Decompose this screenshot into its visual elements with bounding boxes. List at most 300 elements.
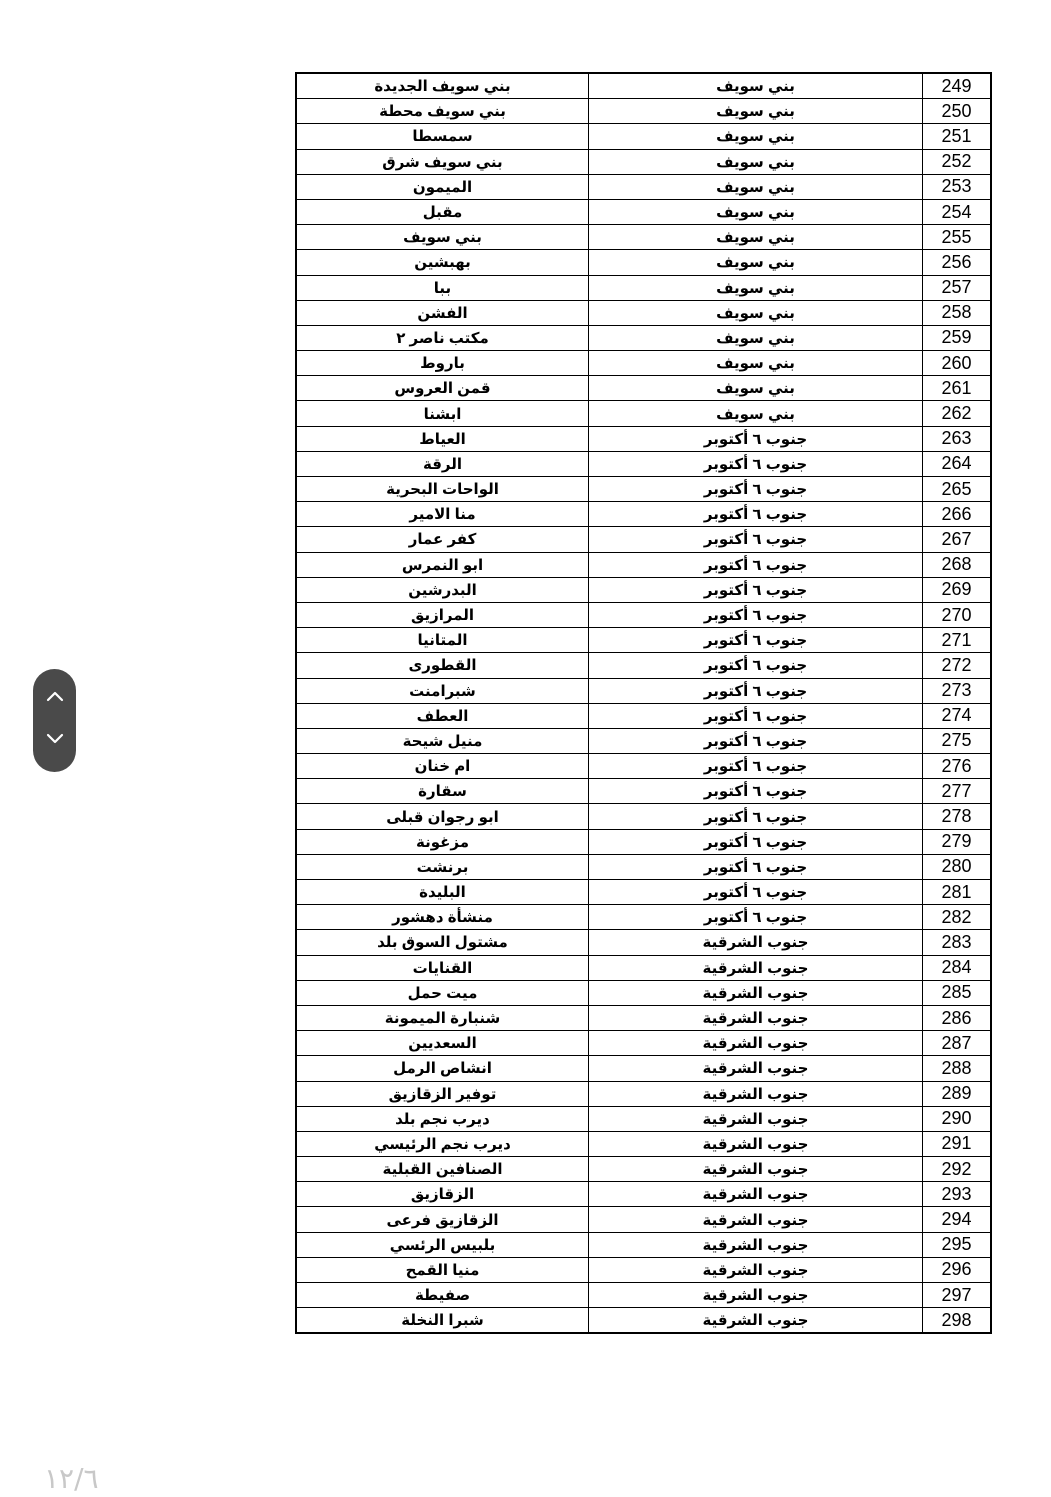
row-number-cell — [923, 199, 992, 224]
office-name-cell — [296, 1081, 589, 1106]
region-name: جنوب ٦ أكتوبر — [703, 808, 808, 826]
office-name-cell — [296, 1283, 589, 1308]
region-cell — [589, 73, 923, 99]
row-number: 284 — [941, 957, 972, 978]
office-name: شبرامنت — [409, 682, 476, 700]
row-number: 253 — [941, 176, 972, 197]
table-row — [296, 477, 991, 502]
region-name: جنوب الشرقية — [702, 1085, 809, 1103]
office-name: الصنافين القبلية — [382, 1161, 503, 1179]
office-name-cell — [296, 1131, 589, 1156]
region-name: جنوب ٦ أكتوبر — [703, 833, 808, 851]
offices-table-body — [296, 73, 991, 1333]
row-number: 264 — [941, 453, 972, 474]
row-number-cell — [923, 905, 992, 930]
table-row — [296, 1031, 991, 1056]
row-number: 279 — [941, 831, 972, 852]
region-name: جنوب الشرقية — [702, 1161, 809, 1179]
row-number-cell — [923, 829, 992, 854]
office-name: الواحات البحرية — [386, 481, 499, 499]
table-row — [296, 1157, 991, 1182]
row-number-cell — [923, 325, 992, 350]
table-row — [296, 1283, 991, 1308]
table-row — [296, 73, 991, 99]
row-number: 252 — [941, 151, 972, 172]
office-name: توفير الزقازيق — [388, 1085, 497, 1103]
row-number: 287 — [941, 1032, 972, 1053]
office-name-cell — [296, 1308, 589, 1334]
table-row — [296, 628, 991, 653]
region-cell — [589, 376, 923, 401]
office-name-cell — [296, 905, 589, 930]
row-number-cell — [923, 1232, 992, 1257]
row-number-cell — [923, 1283, 992, 1308]
office-name-cell — [296, 124, 589, 149]
row-number: 267 — [941, 528, 972, 549]
region-name: جنوب ٦ أكتوبر — [703, 732, 808, 750]
office-name: ابو رجوان قبلى — [386, 808, 499, 826]
table-row — [296, 829, 991, 854]
office-name-cell — [296, 401, 589, 426]
region-name: جنوب ٦ أكتوبر — [703, 758, 808, 776]
row-number-cell — [923, 275, 992, 300]
region-cell — [589, 477, 923, 502]
table-row — [296, 703, 991, 728]
office-name: الزقازيق فرعى — [386, 1211, 499, 1229]
office-name: ام خنان — [414, 758, 471, 776]
office-name-cell — [296, 728, 589, 753]
office-name-cell — [296, 1056, 589, 1081]
row-number-cell — [923, 602, 992, 627]
row-number: 292 — [941, 1158, 972, 1179]
table-row — [296, 225, 991, 250]
region-cell — [589, 703, 923, 728]
row-number: 277 — [941, 780, 972, 801]
office-name-cell — [296, 1031, 589, 1056]
office-name-cell — [296, 275, 589, 300]
row-number: 257 — [941, 277, 972, 298]
row-number: 289 — [941, 1083, 972, 1104]
row-number: 259 — [941, 327, 972, 348]
office-name: ديرب نجم الرئيسي — [374, 1135, 511, 1153]
office-name: ابو النمرس — [401, 556, 484, 574]
region-cell — [589, 124, 923, 149]
region-cell — [589, 754, 923, 779]
office-name: بني سويف الجديدة — [374, 78, 511, 96]
office-name-cell — [296, 854, 589, 879]
office-name: مشتول السوق بلد — [377, 934, 508, 952]
row-number-cell — [923, 930, 992, 955]
office-name-cell — [296, 602, 589, 627]
region-name: جنوب ٦ أكتوبر — [703, 858, 808, 876]
office-name-cell — [296, 73, 589, 99]
office-name-cell — [296, 1106, 589, 1131]
row-number-cell — [923, 451, 992, 476]
row-number: 270 — [941, 604, 972, 625]
row-number: 294 — [941, 1209, 972, 1230]
row-number-cell — [923, 1031, 992, 1056]
row-number-cell — [923, 99, 992, 124]
table-row — [296, 577, 991, 602]
table-row — [296, 1308, 991, 1334]
office-name: بهبشين — [414, 254, 471, 272]
region-cell — [589, 451, 923, 476]
row-number-cell — [923, 1056, 992, 1081]
region-cell — [589, 628, 923, 653]
region-name: جنوب الشرقية — [702, 1312, 809, 1330]
row-number: 260 — [941, 352, 972, 373]
region-name: جنوب الشرقية — [702, 1060, 809, 1078]
row-number: 258 — [941, 302, 972, 323]
table-row — [296, 250, 991, 275]
row-number: 291 — [941, 1133, 972, 1154]
region-name: جنوب ٦ أكتوبر — [703, 506, 808, 524]
row-number-cell — [923, 628, 992, 653]
office-name: الفشن — [417, 304, 468, 322]
row-number: 296 — [941, 1259, 972, 1280]
table-row — [296, 1131, 991, 1156]
office-name-cell — [296, 577, 589, 602]
region-cell — [589, 527, 923, 552]
region-cell — [589, 1081, 923, 1106]
table-row — [296, 854, 991, 879]
office-name: الرقة — [422, 455, 463, 473]
table-row — [296, 426, 991, 451]
region-name: جنوب ٦ أكتوبر — [703, 657, 808, 675]
region-cell — [589, 1157, 923, 1182]
row-number: 288 — [941, 1057, 972, 1078]
region-cell — [589, 502, 923, 527]
row-number-cell — [923, 376, 992, 401]
table-row — [296, 905, 991, 930]
row-number-cell — [923, 426, 992, 451]
office-name: سمسطا — [412, 128, 473, 146]
region-cell — [589, 1257, 923, 1282]
region-name: بني سويف — [716, 153, 795, 171]
region-name: بني سويف — [716, 128, 795, 146]
row-number: 254 — [941, 201, 972, 222]
table-row — [296, 1207, 991, 1232]
table-row — [296, 99, 991, 124]
region-name: بني سويف — [716, 229, 795, 247]
office-name: مقبل — [422, 204, 463, 222]
row-number: 274 — [941, 705, 972, 726]
row-number-cell — [923, 854, 992, 879]
region-cell — [589, 1005, 923, 1030]
row-number: 293 — [941, 1183, 972, 1204]
row-number: 281 — [941, 881, 972, 902]
region-name: بني سويف — [716, 103, 795, 121]
region-cell — [589, 99, 923, 124]
region-cell — [589, 678, 923, 703]
region-cell — [589, 829, 923, 854]
office-name-cell — [296, 325, 589, 350]
table-row — [296, 401, 991, 426]
office-name: منيا القمح — [405, 1261, 480, 1279]
table-row — [296, 149, 991, 174]
table-row — [296, 602, 991, 627]
region-cell — [589, 804, 923, 829]
office-name-cell — [296, 250, 589, 275]
table-row — [296, 502, 991, 527]
office-name: قمن العروس — [394, 380, 491, 398]
row-number: 283 — [941, 931, 972, 952]
region-cell — [589, 225, 923, 250]
office-name-cell — [296, 678, 589, 703]
region-cell — [589, 1031, 923, 1056]
office-name-cell — [296, 376, 589, 401]
office-name: منا الامير — [409, 506, 476, 524]
row-number-cell — [923, 1005, 992, 1030]
region-name: جنوب الشرقية — [702, 1287, 809, 1305]
office-name: القنايات — [412, 959, 473, 977]
table-row — [296, 955, 991, 980]
next-page-button[interactable] — [33, 714, 76, 764]
row-number-cell — [923, 703, 992, 728]
row-number: 249 — [941, 75, 972, 96]
row-number: 265 — [941, 478, 972, 499]
table-row — [296, 1056, 991, 1081]
table-row — [296, 1257, 991, 1282]
table-row — [296, 325, 991, 350]
table-row — [296, 804, 991, 829]
office-name-cell — [296, 426, 589, 451]
table-row — [296, 527, 991, 552]
row-number: 290 — [941, 1108, 972, 1129]
region-cell — [589, 602, 923, 627]
region-cell — [589, 955, 923, 980]
office-name-cell — [296, 477, 589, 502]
table-row — [296, 552, 991, 577]
office-name: شنبارة الميمونة — [384, 1010, 501, 1028]
chevron-down-icon — [45, 732, 65, 746]
office-name-cell — [296, 880, 589, 905]
row-number: 266 — [941, 503, 972, 524]
office-name: سقارة — [418, 783, 467, 801]
office-name-cell — [296, 149, 589, 174]
region-name: جنوب الشرقية — [702, 1010, 809, 1028]
region-cell — [589, 1207, 923, 1232]
row-number-cell — [923, 1106, 992, 1131]
table-row — [296, 1106, 991, 1131]
region-name: جنوب ٦ أكتوبر — [703, 682, 808, 700]
office-name: منشأة دهشور — [392, 909, 493, 927]
region-name: جنوب ٦ أكتوبر — [703, 481, 808, 499]
region-name: جنوب ٦ أكتوبر — [703, 707, 808, 725]
region-cell — [589, 880, 923, 905]
office-name: منيل شيحة — [402, 732, 483, 750]
row-number-cell — [923, 351, 992, 376]
row-number-cell — [923, 552, 992, 577]
region-name: بني سويف — [716, 405, 795, 423]
table-row — [296, 1005, 991, 1030]
row-number: 250 — [941, 100, 972, 121]
row-number-cell — [923, 1157, 992, 1182]
region-name: جنوب الشرقية — [702, 1135, 809, 1153]
row-number: 268 — [941, 554, 972, 575]
row-number: 263 — [941, 428, 972, 449]
office-name-cell — [296, 804, 589, 829]
page-number: ١٢/٦ — [44, 1462, 99, 1495]
row-number: 273 — [941, 680, 972, 701]
table-row — [296, 980, 991, 1005]
row-number: 256 — [941, 251, 972, 272]
region-name: بني سويف — [716, 178, 795, 196]
table-row — [296, 880, 991, 905]
row-number: 275 — [941, 730, 972, 751]
row-number: 251 — [941, 125, 972, 146]
office-name: بني سويف محطة — [379, 103, 506, 121]
row-number-cell — [923, 1308, 992, 1334]
office-name: ببا — [433, 279, 452, 297]
region-name: بني سويف — [716, 279, 795, 297]
region-cell — [589, 1232, 923, 1257]
table-row — [296, 1182, 991, 1207]
region-name: جنوب ٦ أكتوبر — [703, 531, 808, 549]
row-number: 282 — [941, 906, 972, 927]
region-name: جنوب الشرقية — [702, 1236, 809, 1254]
table-row — [296, 351, 991, 376]
region-name: جنوب الشرقية — [702, 984, 809, 1002]
row-number: 285 — [941, 982, 972, 1003]
row-number-cell — [923, 728, 992, 753]
row-number-cell — [923, 1081, 992, 1106]
region-cell — [589, 250, 923, 275]
row-number-cell — [923, 477, 992, 502]
row-number: 269 — [941, 579, 972, 600]
region-cell — [589, 1056, 923, 1081]
region-cell — [589, 199, 923, 224]
region-cell — [589, 1131, 923, 1156]
region-cell — [589, 275, 923, 300]
office-name-cell — [296, 1182, 589, 1207]
table-row — [296, 376, 991, 401]
row-number-cell — [923, 1131, 992, 1156]
region-cell — [589, 351, 923, 376]
region-cell — [589, 1283, 923, 1308]
row-number: 295 — [941, 1234, 972, 1255]
region-name: جنوب ٦ أكتوبر — [703, 632, 808, 650]
row-number: 271 — [941, 629, 972, 650]
office-name: ابشنا — [423, 405, 462, 423]
row-number-cell — [923, 955, 992, 980]
region-name: جنوب ٦ أكتوبر — [703, 430, 808, 448]
office-name-cell — [296, 225, 589, 250]
office-name-cell — [296, 451, 589, 476]
region-name: جنوب ٦ أكتوبر — [703, 581, 808, 599]
row-number: 298 — [941, 1309, 972, 1330]
row-number-cell — [923, 124, 992, 149]
office-name-cell — [296, 351, 589, 376]
region-cell — [589, 401, 923, 426]
office-name: المتانيا — [417, 632, 468, 650]
office-name-cell — [296, 1207, 589, 1232]
office-name: كفر عمار — [408, 531, 477, 549]
office-name: بني سويف شرق — [382, 153, 503, 171]
table-row — [296, 930, 991, 955]
region-name: جنوب ٦ أكتوبر — [703, 783, 808, 801]
row-number-cell — [923, 527, 992, 552]
row-number-cell — [923, 225, 992, 250]
region-name: بني سويف — [716, 355, 795, 373]
row-number-cell — [923, 149, 992, 174]
row-number-cell — [923, 779, 992, 804]
region-cell — [589, 174, 923, 199]
office-name-cell — [296, 1257, 589, 1282]
row-number: 297 — [941, 1284, 972, 1305]
region-cell — [589, 577, 923, 602]
region-cell — [589, 300, 923, 325]
row-number: 280 — [941, 856, 972, 877]
office-name: صفيطة — [414, 1287, 471, 1305]
region-name: بني سويف — [716, 204, 795, 222]
office-name-cell — [296, 174, 589, 199]
table-row — [296, 451, 991, 476]
region-cell — [589, 426, 923, 451]
region-name: جنوب ٦ أكتوبر — [703, 884, 808, 902]
office-name-cell — [296, 552, 589, 577]
table-row — [296, 124, 991, 149]
table-row — [296, 275, 991, 300]
region-name: جنوب الشرقية — [702, 1035, 809, 1053]
office-name: العطف — [416, 707, 469, 725]
office-name: بني سويف — [403, 229, 482, 247]
row-number: 276 — [941, 755, 972, 776]
region-name: بني سويف — [716, 304, 795, 322]
office-name: برنشت — [416, 858, 469, 876]
office-name-cell — [296, 527, 589, 552]
office-name-cell — [296, 930, 589, 955]
row-number-cell — [923, 1207, 992, 1232]
office-name: البليدة — [419, 884, 466, 902]
row-number-cell — [923, 980, 992, 1005]
region-name: جنوب ٦ أكتوبر — [703, 556, 808, 574]
office-name: الزقازيق — [410, 1186, 475, 1204]
table-row — [296, 678, 991, 703]
office-name-cell — [296, 1232, 589, 1257]
office-name: السعديين — [408, 1035, 477, 1053]
table-row — [296, 779, 991, 804]
office-name-cell — [296, 1157, 589, 1182]
office-name-cell — [296, 502, 589, 527]
row-number: 272 — [941, 654, 972, 675]
row-number-cell — [923, 754, 992, 779]
office-name-cell — [296, 703, 589, 728]
region-name: جنوب الشرقية — [702, 1110, 809, 1128]
region-name: بني سويف — [716, 254, 795, 272]
row-number-cell — [923, 880, 992, 905]
region-cell — [589, 552, 923, 577]
region-cell — [589, 728, 923, 753]
office-name: باروط — [420, 355, 465, 373]
row-number-cell — [923, 804, 992, 829]
office-name: شبرا النخلة — [401, 1312, 484, 1330]
table-row — [296, 199, 991, 224]
row-number-cell — [923, 1182, 992, 1207]
office-name-cell — [296, 754, 589, 779]
region-name: جنوب ٦ أكتوبر — [703, 455, 808, 473]
row-number-cell — [923, 250, 992, 275]
row-number-cell — [923, 577, 992, 602]
region-cell — [589, 1308, 923, 1334]
region-name: بني سويف — [716, 329, 795, 347]
office-name-cell — [296, 300, 589, 325]
row-number-cell — [923, 678, 992, 703]
region-name: جنوب الشرقية — [702, 1211, 809, 1229]
region-name: بني سويف — [716, 380, 795, 398]
table-row — [296, 754, 991, 779]
region-cell — [589, 854, 923, 879]
